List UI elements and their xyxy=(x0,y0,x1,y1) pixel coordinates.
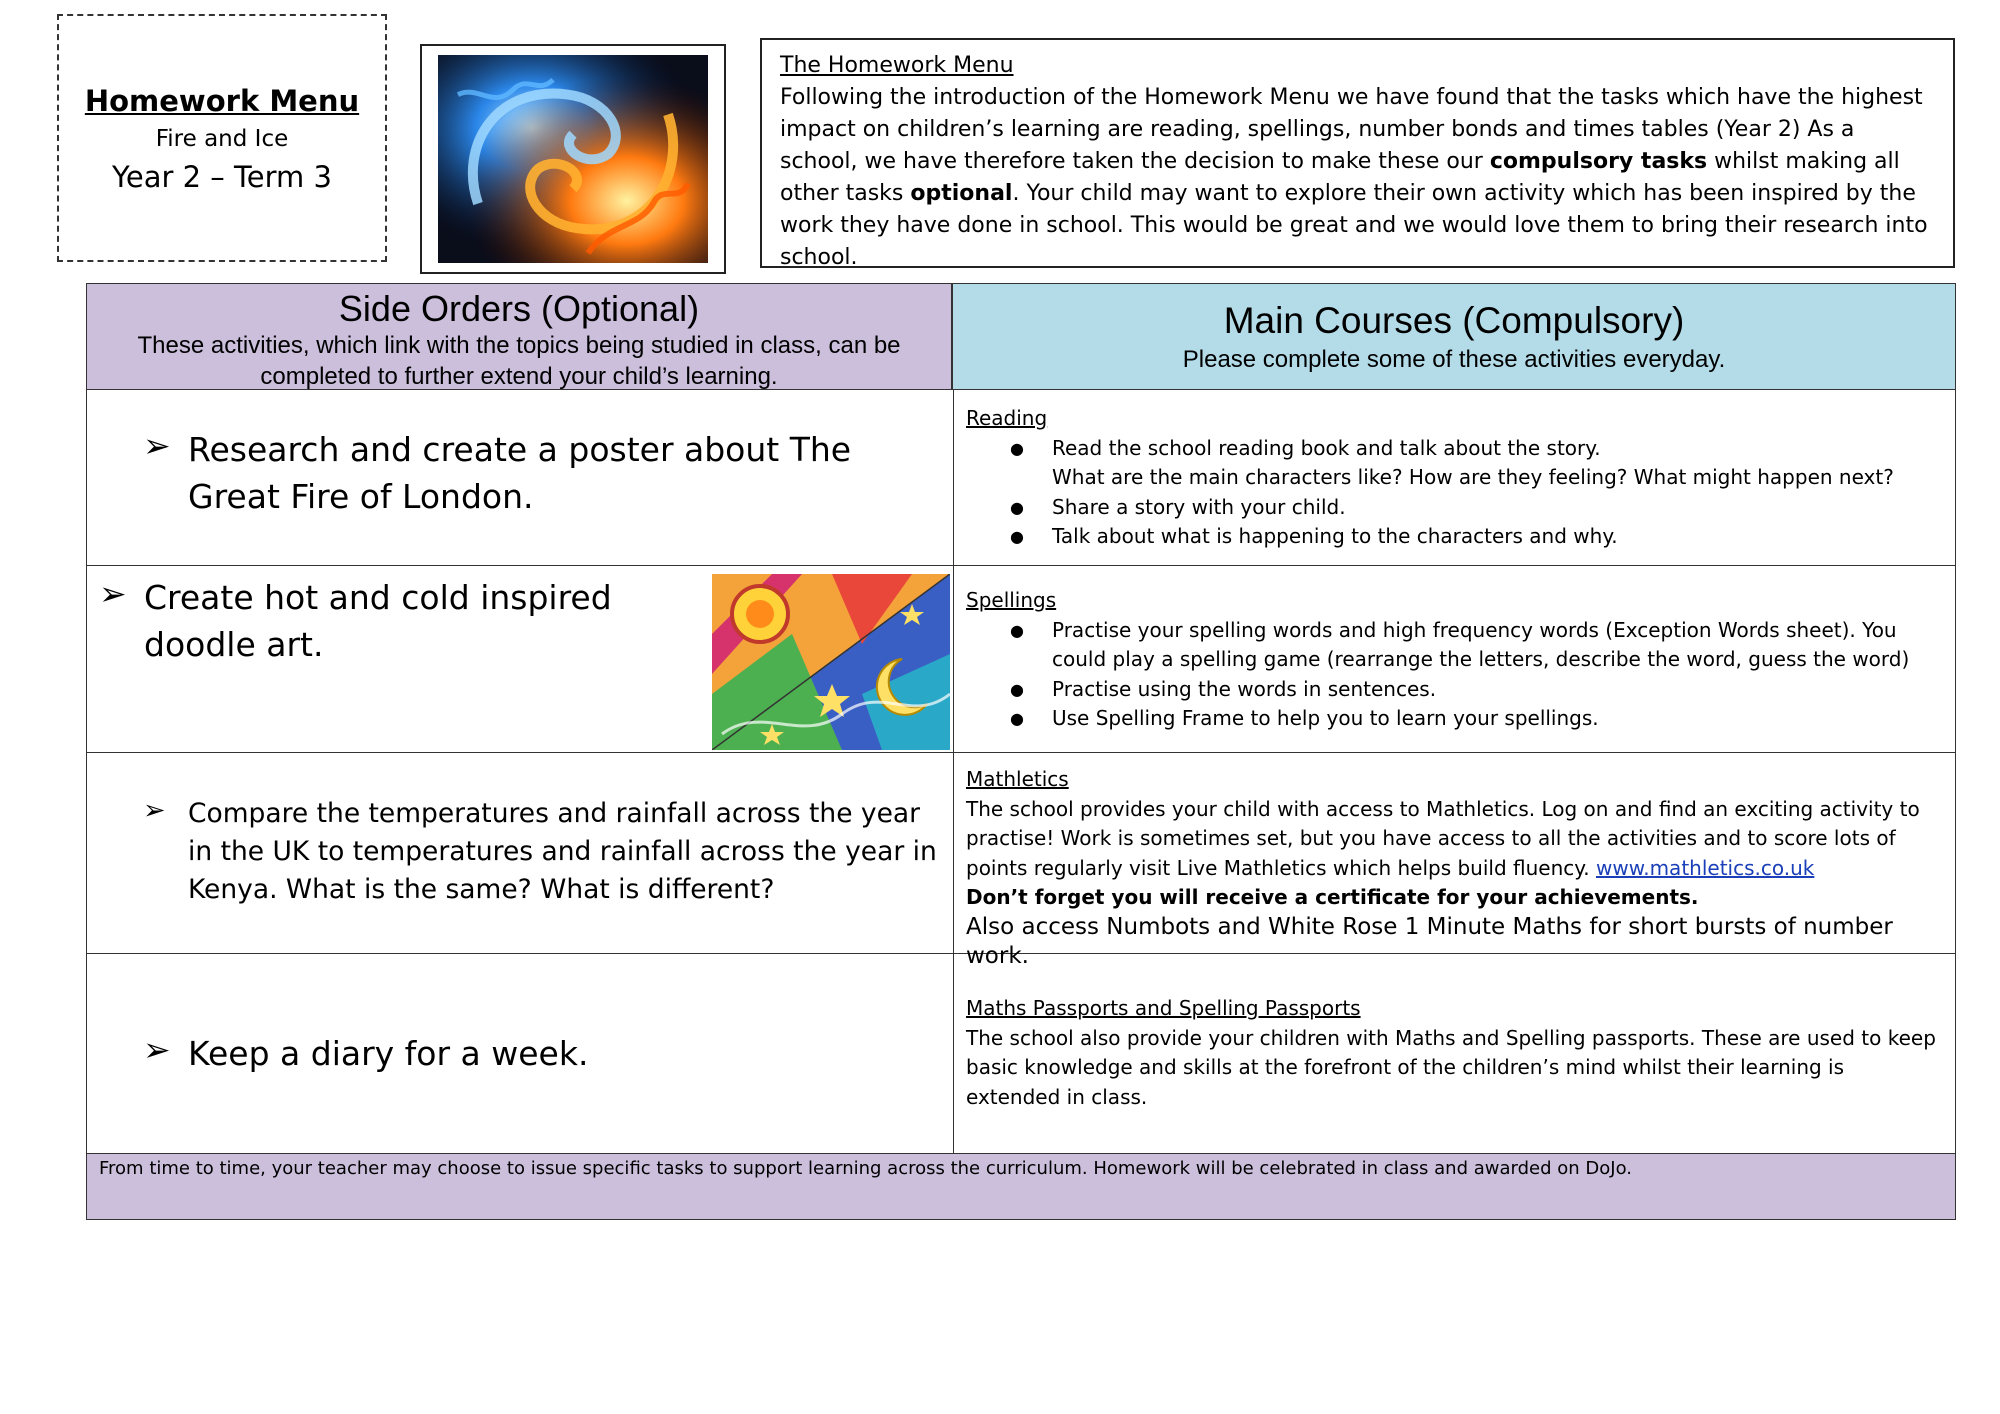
intro-bold-compulsory: compulsory tasks xyxy=(1489,149,1708,174)
arrowhead-bullet-icon: ➢ xyxy=(99,574,127,613)
arrowhead-bullet-icon: ➢ xyxy=(143,426,171,465)
table-row xyxy=(86,954,1956,1154)
table-row xyxy=(86,390,1956,566)
numbots-note: Also access Numbots and White Rose 1 Minute Maths for short bursts of number work. xyxy=(966,913,1893,969)
intro-box xyxy=(760,38,1955,268)
side-order-cell xyxy=(86,753,954,954)
arrowhead-bullet-icon: ➢ xyxy=(143,1030,171,1069)
intro-paragraph xyxy=(780,82,1935,274)
main-courses-header xyxy=(952,283,1956,390)
mathletics-text xyxy=(966,795,1943,884)
arrowhead-bullet-icon: ➢ xyxy=(143,795,166,826)
list-item: ● Practise your spelling words and high frequency words (Exception Words sheet). You could play a spelling game (rearrange the letters, describe the word, guess the word) xyxy=(966,616,1943,675)
certificate-note: Don’t forget you will receive a certificate for your achievements. xyxy=(966,885,1699,909)
mathletics-heading: Mathletics xyxy=(966,767,1069,791)
intro-text-2: whilst making all other tasks xyxy=(780,149,1900,206)
side-order-item: Compare the temperatures and rainfall across the year in the UK to temperatures and rainfall across the year in Kenya. What is the same? What is different? xyxy=(188,798,937,905)
side-order-item: Research and create a poster about The Great Fire of London. xyxy=(188,430,852,516)
intro-bold-optional: optional xyxy=(910,181,1013,206)
reading-heading: Reading xyxy=(966,406,1048,430)
intro-text-1: Following the introduction of the Homework Menu we have found that the tasks which have the highest impact on children’s learning are reading, spellings, number bonds and times tables (Year 2) As a school, we have therefore taken the decision to make these our xyxy=(780,85,1923,174)
spellings-heading: Spellings xyxy=(966,588,1057,612)
passports-text: The school also provide your children with Maths and Spelling passports. These are used to keep basic knowledge and skills at the forefront of the children’s mind whilst their learning is extended in class. xyxy=(966,1025,1936,1109)
list-item xyxy=(966,434,1943,493)
intro-text-3: . Your child may want to explore their own activity which has been inspired by the work they have done in school. This would be great and we would love them to bring their research into school. xyxy=(780,181,1928,270)
list-item: ● Talk about what is happening to the characters and why. xyxy=(966,522,1943,552)
passports-heading: Maths Passports and Spelling Passports xyxy=(966,996,1361,1020)
spellings-cell xyxy=(954,566,1956,753)
footer-note: From time to time, your teacher may choose to issue specific tasks to support learning across the curriculum. Homework will be celebrated in class and awarded on DoJo. xyxy=(86,1154,1956,1220)
mathletics-cell xyxy=(954,753,1956,969)
menu-table xyxy=(86,283,1956,1220)
main-courses-subtitle: Please complete some of these activities everyday. xyxy=(1182,346,1726,373)
side-orders-header xyxy=(86,283,952,390)
mathletics-description: The school provides your child with access to Mathletics. Log on and find an exciting activity to practise! Work is sometimes set, but you have access to all the activities and to score lots of points regularly visit Live Mathletics which helps build fluency. xyxy=(966,796,1920,880)
table-row xyxy=(86,753,1956,969)
passports-cell xyxy=(954,954,1956,1154)
title-box xyxy=(57,14,387,262)
main-courses-title: Main Courses (Compulsory) xyxy=(1223,300,1685,341)
spellings-list xyxy=(966,616,1943,734)
side-order-item: Create hot and cold inspired doodle art. xyxy=(144,578,612,664)
side-order-cell xyxy=(86,566,954,753)
fire-ice-image-frame xyxy=(420,44,726,274)
side-order-item: Keep a diary for a week. xyxy=(188,1034,589,1073)
list-item: ● Use Spelling Frame to help you to learn your spellings. xyxy=(966,704,1943,734)
side-orders-subtitle: These activities, which link with the topics being studied in class, can be completed to further extend your child’s learning. xyxy=(137,332,901,390)
doodle-art-image xyxy=(712,574,950,750)
table-row xyxy=(86,566,1956,753)
side-order-cell xyxy=(86,954,954,1154)
reading-list xyxy=(966,434,1943,552)
term-label: Year 2 – Term 3 xyxy=(112,160,332,194)
reading-bullet-1-questions: What are the main characters like? How are they feeling? What might happen next? xyxy=(1052,465,1894,489)
list-item: ● Practise using the words in sentences. xyxy=(966,675,1943,705)
side-order-cell xyxy=(86,390,954,566)
mathletics-link[interactable]: www.mathletics.co.uk xyxy=(1595,855,1815,880)
theme-subtitle: Fire and Ice xyxy=(155,126,289,152)
intro-heading: The Homework Menu xyxy=(780,53,1014,78)
reading-cell xyxy=(954,390,1956,566)
list-item: ● Share a story with your child. xyxy=(966,493,1943,523)
page-title: Homework Menu xyxy=(84,84,360,118)
reading-bullet-1: Read the school reading book and talk about the story. xyxy=(1052,435,1601,460)
fire-ice-image xyxy=(438,55,708,263)
side-orders-title: Side Orders (Optional) xyxy=(338,288,700,329)
